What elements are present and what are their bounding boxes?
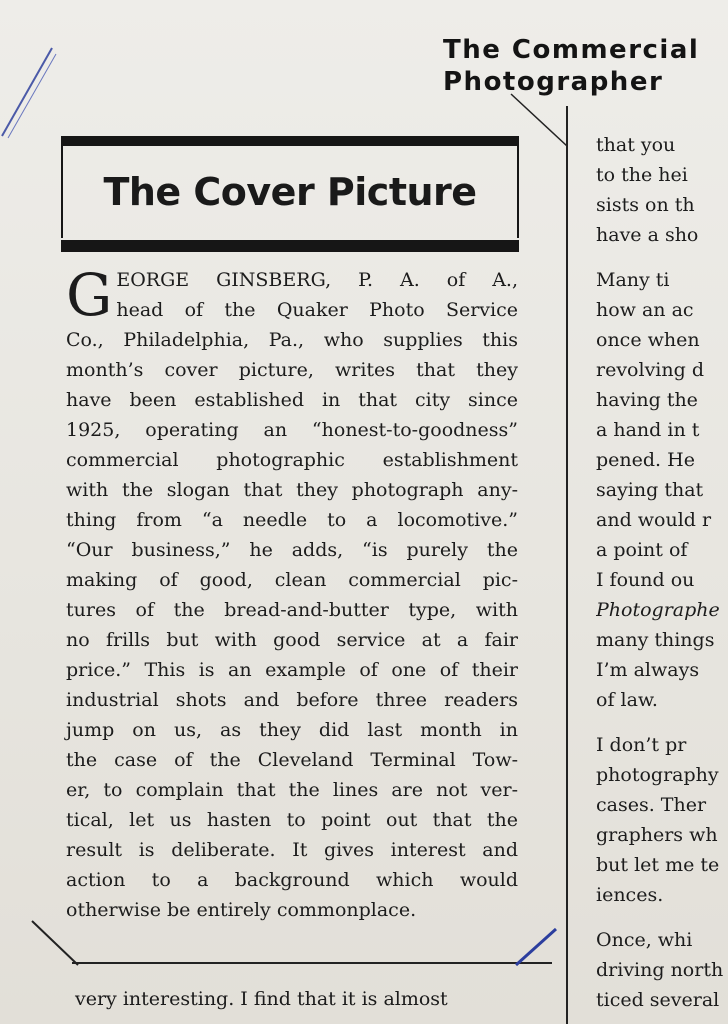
right-column-line: iences. [596,884,664,906]
masthead-line-2: Photographer [443,67,664,97]
body-line: industrial shots and before three readers [66,689,518,711]
right-column-line: pened. He [596,449,695,471]
body-line: action to a background which would [66,869,518,891]
body-line: otherwise be entirely commonplace. [66,899,417,921]
right-column-line: of law. [596,689,658,711]
right-column-line: I’m always [596,659,700,681]
drop-cap: G [66,261,113,329]
right-column-line: Once, whi [596,929,693,951]
body-line: price.” This is an example of one of their [66,659,518,681]
right-column-line: revolving d [596,359,704,381]
pen-mark-icon [505,90,575,150]
right-column-line: that you [596,134,676,156]
right-column-text [596,130,728,1015]
bottom-text: very interesting. I find that it is almost [75,988,448,1010]
right-column-line: and would r [596,509,712,531]
body-line: Co., Philadelphia, Pa., who supplies this [66,329,518,351]
pen-mark-icon [0,40,60,140]
pen-mark-icon [28,915,88,970]
column-divider-vertical [566,106,568,1024]
column-divider-horizontal [72,962,552,964]
title-rule-bottom [61,240,519,252]
right-column-line: but let me te [596,854,720,876]
right-column-line: having the [596,389,698,411]
body-line: EORGE GINSBERG, P. A. of A., [116,269,518,291]
body-line: the case of the Cleveland Terminal Tow- [66,749,518,771]
right-column-line: graphers wh [596,824,718,846]
right-column-line [596,910,728,925]
article-title: The Cover Picture [103,170,477,214]
masthead-line-1: The Commercial [443,35,700,65]
right-column-line: a point of [596,539,688,561]
body-line: er, to complain that the lines are not ver- [66,779,518,801]
title-box [61,136,519,252]
body-line: head of the Quaker Photo Service [116,299,518,321]
body-line: thing from “a needle to a locomotive.” [66,509,518,531]
right-column-line: many things [596,629,715,651]
right-column-line [596,715,728,730]
pen-mark-icon [512,925,562,970]
right-column-line: cases. Ther [596,794,707,816]
title-rule-top [61,136,519,146]
right-column-line: to the hei [596,164,688,186]
masthead [443,34,728,98]
right-column-line: have a sho [596,224,699,246]
body-line: result is deliberate. It gives interest and [66,839,518,861]
right-column-line: sists on th [596,194,695,216]
right-column-line: Many ti [596,269,670,291]
body-line: “Our business,” he adds, “is purely the [66,539,518,561]
body-line: no frills but with good service at a fair [66,629,518,651]
body-line: with the slogan that they photograph any- [66,479,518,501]
right-column-line: I don’t pr [596,734,687,756]
body-line: tical, let us hasten to point out that the [66,809,518,831]
body-line: have been established in that city since [66,389,518,411]
body-line: tures of the bread-and-butter type, with [66,599,518,621]
right-column-line: saying that [596,479,704,501]
right-column-line: driving north [596,959,724,981]
article-body [66,261,518,925]
right-column-line: Photographe [596,599,720,621]
right-column-line: photography [596,764,719,786]
right-column-line: how an ac [596,299,694,321]
right-column-line [596,250,728,265]
right-column-line: ticed several [596,989,720,1011]
right-column-line: a hand in t [596,419,700,441]
body-line: month’s cover picture, writes that they [66,359,518,381]
right-column-line: I found ou [596,569,695,591]
body-line: commercial photographic establishment [66,449,518,471]
body-line: making of good, clean commercial pic- [66,569,518,591]
body-line: jump on us, as they did last month in [66,719,518,741]
right-column-line: once when [596,329,700,351]
body-line: 1925, operating an “honest-to-goodness” [66,419,518,441]
